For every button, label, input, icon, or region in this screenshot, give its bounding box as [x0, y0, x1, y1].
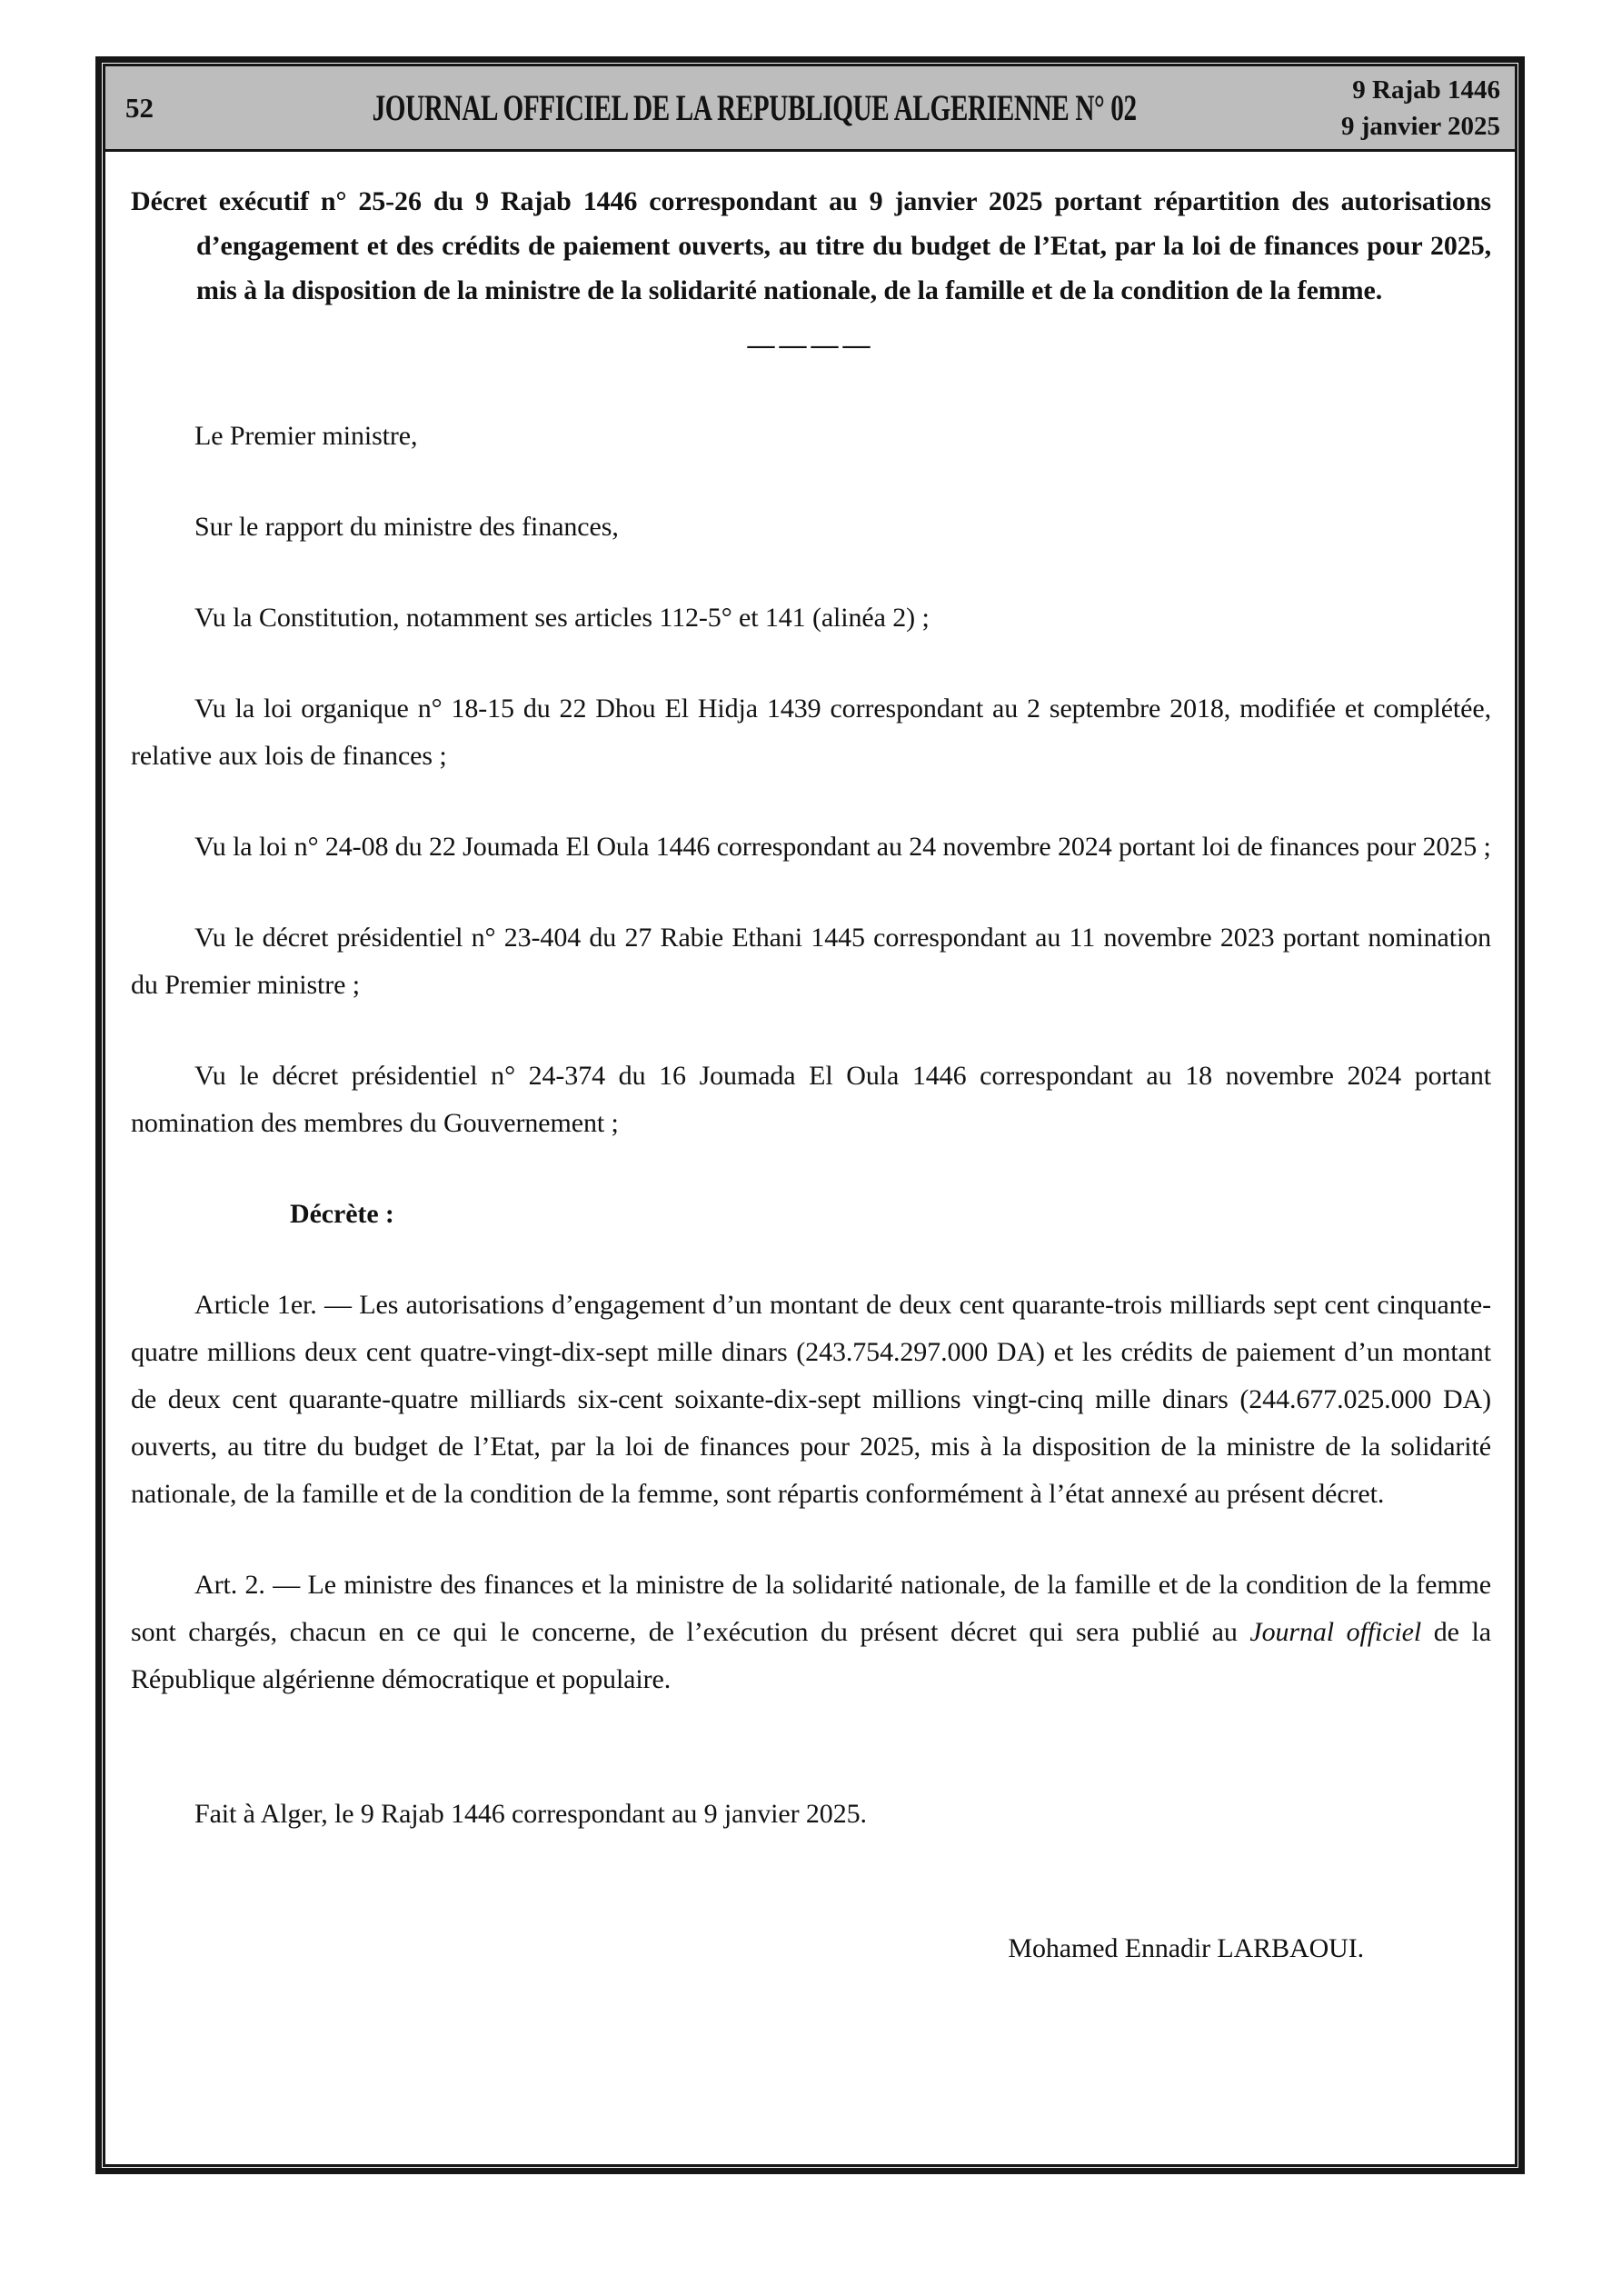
page-frame-outer	[95, 56, 1525, 2174]
journal-title: JOURNAL OFFICIEL DE LA REPUBLIQUE ALGERIENNE N° 02	[372, 87, 1138, 128]
decree-title: Décret exécutif n° 25-26 du 9 Rajab 1446 correspondant au 9 janvier 2025 portant répartition des autorisations d’engagement et des crédits de paiement ouverts, au titre du budget de l’Etat, par la loi de finances pour 2025, mis à la disposition de la ministre de la solidarité nationale, de la famille et de la condition de la femme.	[131, 186, 1491, 305]
journal-masthead	[105, 66, 1515, 152]
article-1-paragraph: Article 1er. — Les autorisations d’engagement d’un montant de deux cent quarante-trois milliards sept cent cinquante-quatre millions deux cent quatre-vingt-dix-sept mille dinars (243.754.297.000 DA) et les crédits de paiement d’un montant de deux cent quarante-quatre milliards six-cent soixante-dix-sept millions vingt-cinq mille dinars (244.677.025.000 DA) ouverts, au titre du budget de l’Etat, par la loi de finances pour 2025, mis à la disposition de la ministre de la solidarité nationale, de la famille et de la condition de la femme, sont répartis conformément à l’état annexé au présent décret.	[131, 1290, 1491, 1509]
preamble-paragraph: Vu le décret présidentiel n° 23-404 du 27 Rabie Ethani 1445 correspondant au 11 novembre 2023 portant nomination du Premier ministre ;	[131, 923, 1491, 1000]
journal-officiel-italic: Journal officiel	[1249, 1617, 1422, 1647]
signatory-name: Mohamed Ennadir LARBAOUI.	[1008, 1933, 1364, 1963]
signature-place-date: Fait à Alger, le 9 Rajab 1446 correspondant au 9 janvier 2025.	[194, 1799, 867, 1829]
article-2-text-end: de la République algérienne démocratique et populaire.	[131, 1617, 1491, 1694]
section-separator: ————	[747, 330, 875, 360]
preamble-paragraph: Vu la loi n° 24-08 du 22 Joumada El Oula 1446 correspondant au 24 novembre 2024 portant loi de finances pour 2025 ;	[194, 832, 1491, 862]
preamble-paragraph: Vu le décret présidentiel n° 24-374 du 16 Joumada El Oula 1446 correspondant au 18 novembre 2024 portant nomination des membres du Gouvernement ;	[131, 1061, 1491, 1138]
journal-title-container	[224, 86, 1286, 129]
decree-body	[105, 152, 1515, 2164]
preamble-paragraph: Vu la loi organique n° 18-15 du 22 Dhou El Hidja 1439 correspondant au 2 septembre 2018, modifiée et complétée, relative aux lois de finances ;	[131, 694, 1491, 771]
preamble-paragraph: Sur le rapport du ministre des finances,	[194, 512, 619, 542]
decrete-label: Décrète :	[290, 1199, 394, 1229]
article-2-text: Art. 2. — Le ministre des finances et la ministre de la solidarité nationale, de la famille et de la condition de la femme sont chargés, chacun en ce qui le concerne, de l’exécution du présent décret qui sera publié au	[131, 1570, 1491, 1647]
page-number: 52	[125, 91, 154, 124]
article-2-paragraph	[131, 1562, 1491, 1703]
issue-dates	[1286, 72, 1515, 145]
page-frame-inner	[103, 64, 1518, 2167]
gregorian-date: 9 janvier 2025	[1340, 111, 1500, 141]
preamble-paragraph: Le Premier ministre,	[194, 421, 418, 451]
preamble-paragraph: Vu la Constitution, notamment ses articles 112-5° et 141 (alinéa 2) ;	[194, 603, 930, 633]
hijri-date: 9 Rajab 1446	[1352, 75, 1500, 105]
